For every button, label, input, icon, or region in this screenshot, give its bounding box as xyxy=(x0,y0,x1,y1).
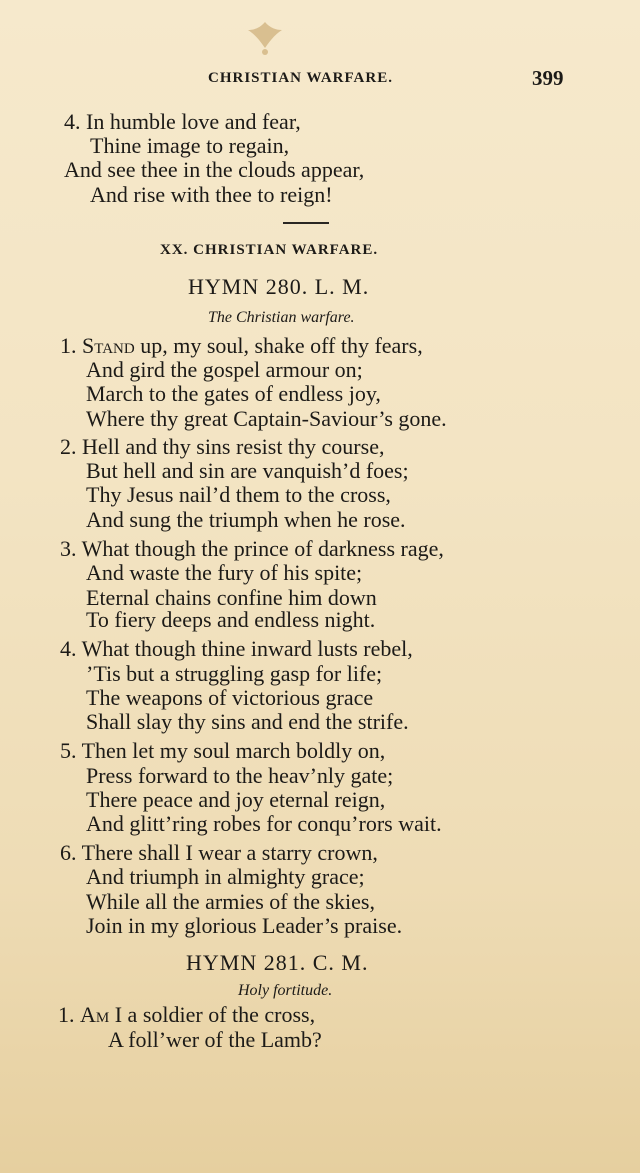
hymn-280-v4-line-1: 4. What though thine inward lusts rebel, xyxy=(60,636,413,661)
hymn-280-v2-line-4: And sung the triumph when he rose. xyxy=(86,507,406,532)
hymn-281-heading: HYMN 281. C. M. xyxy=(186,950,369,975)
hymn-280-v2-line-3: Thy Jesus nail’d them to the cross, xyxy=(86,482,391,507)
line-text: I a soldier of the cross, xyxy=(114,1002,316,1027)
initial-word: Am xyxy=(80,1002,110,1027)
hymn-280-v1-line-3: March to the gates of endless joy, xyxy=(86,381,381,406)
hymn-280-v5-line-3: There peace and joy eternal reign, xyxy=(86,787,386,812)
line-text: up, my soul, shake off thy fears, xyxy=(140,333,423,358)
hymn-280-v1-line-4: Where thy great Captain-Saviour’s gone. xyxy=(86,406,447,431)
hymn-280-v6-line-3: While all the armies of the skies, xyxy=(86,889,375,914)
prev-verse-line-4: And rise with thee to reign! xyxy=(90,182,333,207)
hymn-280-v6-line-1: 6. There shall I wear a starry crown, xyxy=(60,840,378,865)
page-number: 399 xyxy=(532,66,564,90)
prev-verse-line-1: 4. In humble love and fear, xyxy=(64,109,301,134)
hymn-281-v1-line-2: A foll’wer of the Lamb? xyxy=(108,1027,322,1052)
printer-ornament xyxy=(240,18,290,58)
running-head: CHRISTIAN WARFARE. xyxy=(208,70,393,86)
hymn-281-v1-line-1: 1. Am I a soldier of the cross, xyxy=(58,1002,316,1027)
hymn-280-v3-line-2: And waste the fury of his spite; xyxy=(86,560,363,585)
hymn-280-v4-line-3: The weapons of victorious grace xyxy=(86,685,374,710)
hymn-280-v3-line-3: Eternal chains confine him down xyxy=(86,585,377,610)
hymn-280-v4-line-4: Shall slay thy sins and end the strife. xyxy=(86,709,409,734)
prev-verse-line-2: Thine image to regain, xyxy=(90,133,290,158)
initial-word: Stand xyxy=(82,333,135,358)
hymn-280-v6-line-2: And triumph in almighty grace; xyxy=(86,864,365,889)
hymn-280-v2-line-2: But hell and sin are vanquish’d foes; xyxy=(86,458,409,483)
hymn-280-v3-line-1: 3. What though the prince of darkness rage, xyxy=(60,536,444,561)
hymn-280-v4-line-2: ’Tis but a struggling gasp for life; xyxy=(86,661,383,686)
hymn-280-v5-line-4: And glitt’ring robes for conqu’rors wait. xyxy=(86,811,442,836)
prev-verse-line-3: And see thee in the clouds appear, xyxy=(64,157,365,182)
hymn-280-v2-line-1: 2. Hell and thy sins resist thy course, xyxy=(60,434,385,459)
hymn-280-v1-line-1: 1. Stand up, my soul, shake off thy fears, xyxy=(60,333,423,358)
hymn-280-heading: HYMN 280. L. M. xyxy=(188,274,370,299)
hymn-280-v1-line-2: And gird the gospel armour on; xyxy=(86,357,363,382)
hymn-280-v3-line-4: To fiery deeps and endless night. xyxy=(86,607,376,632)
hymn-280-v5-line-1: 5. Then let my soul march boldly on, xyxy=(60,738,386,763)
hymn-280-v5-line-2: Press forward to the heav’nly gate; xyxy=(86,763,394,788)
hymn-280-subtitle: The Christian warfare. xyxy=(208,309,355,326)
section-title: XX. CHRISTIAN WARFARE. xyxy=(160,242,379,258)
section-divider xyxy=(283,222,329,224)
hymn-280-v6-line-4: Join in my glorious Leader’s praise. xyxy=(86,913,403,938)
hymn-281-subtitle: Holy fortitude. xyxy=(238,982,333,999)
